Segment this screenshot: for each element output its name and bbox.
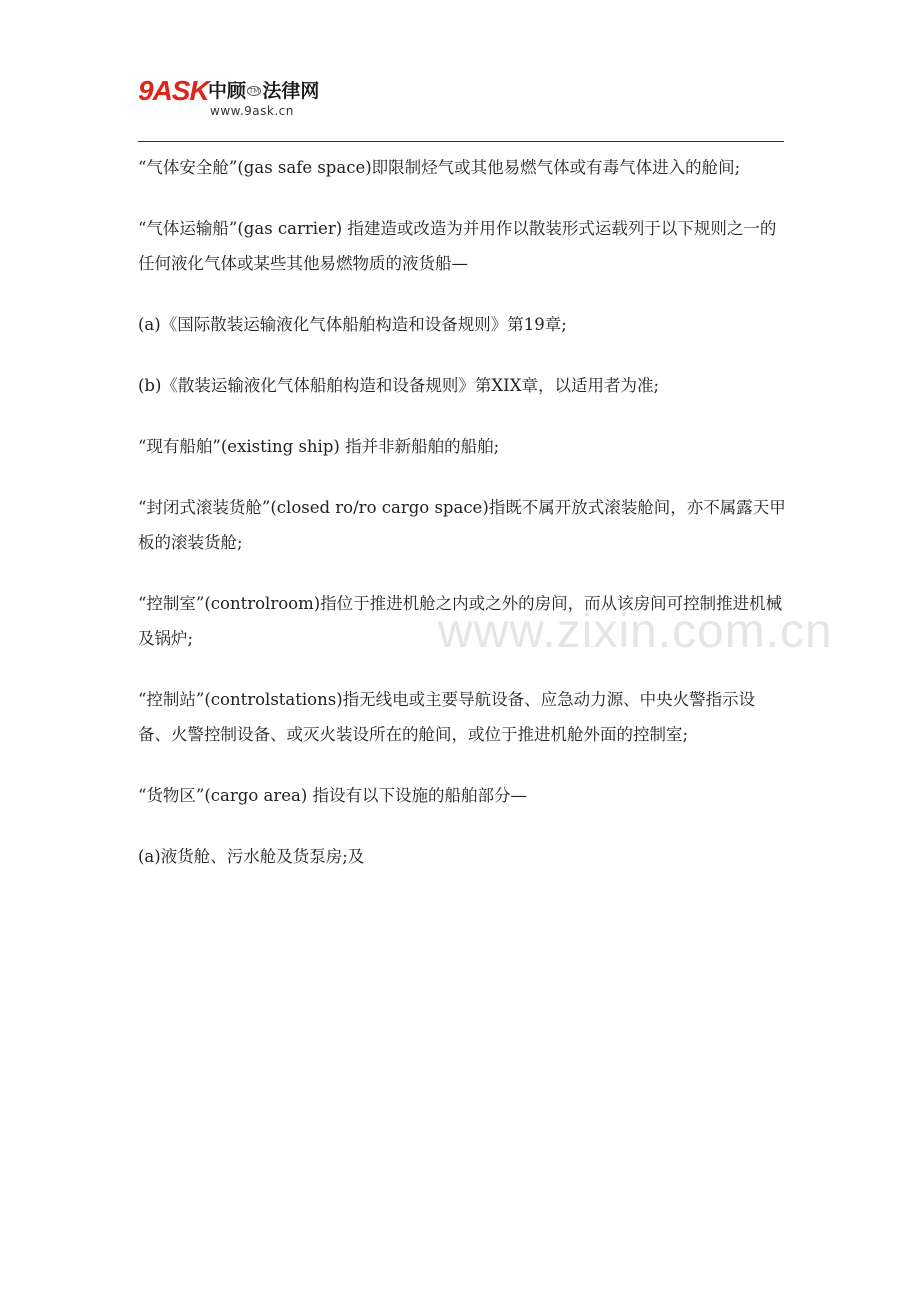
paragraph-gas-carrier: “气体运输船”(gas carrier) 指建造或改造为并用作以散装形式运载列于以下规则之一的任何液化气体或某些其他易燃物质的液货船—	[138, 219, 777, 273]
header-divider	[138, 141, 784, 142]
paragraph-existing-ship: “现有船舶”(existing ship) 指并非新船舶的船舶;	[138, 437, 500, 456]
trademark-icon: TM	[249, 87, 260, 95]
paragraph-control-room: “控制室”(controlroom)指位于推进机舱之内或之外的房间，而从该房间可控制推进机械及锅炉;	[138, 594, 783, 648]
site-logo[interactable]	[138, 76, 338, 126]
paragraph-cargo-area: “货物区”(cargo area) 指设有以下设施的船舶部分—	[138, 786, 528, 805]
watermark: www.zixin.com.cn	[438, 605, 833, 658]
paragraph-cargo-area-item-a: (a)液货舱、污水舱及货泵房;及	[138, 847, 365, 866]
logo-url: www.9ask.cn	[210, 104, 294, 118]
paragraph-gas-carrier-item-b: (b)《散装运输液化气体船舶构造和设备规则》第XIX章，以适用者为准;	[138, 376, 660, 395]
paragraph-closed-roro: “封闭式滚装货舱”(closed ro/ro cargo space)指既不属开放式滚装舱间，亦不属露天甲板的滚装货舱;	[138, 498, 786, 552]
logo-mark: 9ASK	[138, 75, 209, 106]
document-body	[138, 150, 788, 900]
logo-chinese-name: 中顾 ™ 法律网	[208, 80, 320, 102]
page-header	[138, 70, 784, 142]
paragraph-gas-safe-space: “气体安全舱”(gas safe space)即限制烃气或其他易燃气体或有毒气体进入的舱间;	[138, 158, 741, 177]
paragraph-gas-carrier-item-a: (a)《国际散装运输液化气体船舶构造和设备规则》第19章;	[138, 315, 567, 334]
paragraph-control-stations: “控制站”(controlstations)指无线电或主要导航设备、应急动力源、中央火警指示设备、火警控制设备、或灭火装设所在的舱间，或位于推进机舱外面的控制室;	[138, 690, 756, 744]
